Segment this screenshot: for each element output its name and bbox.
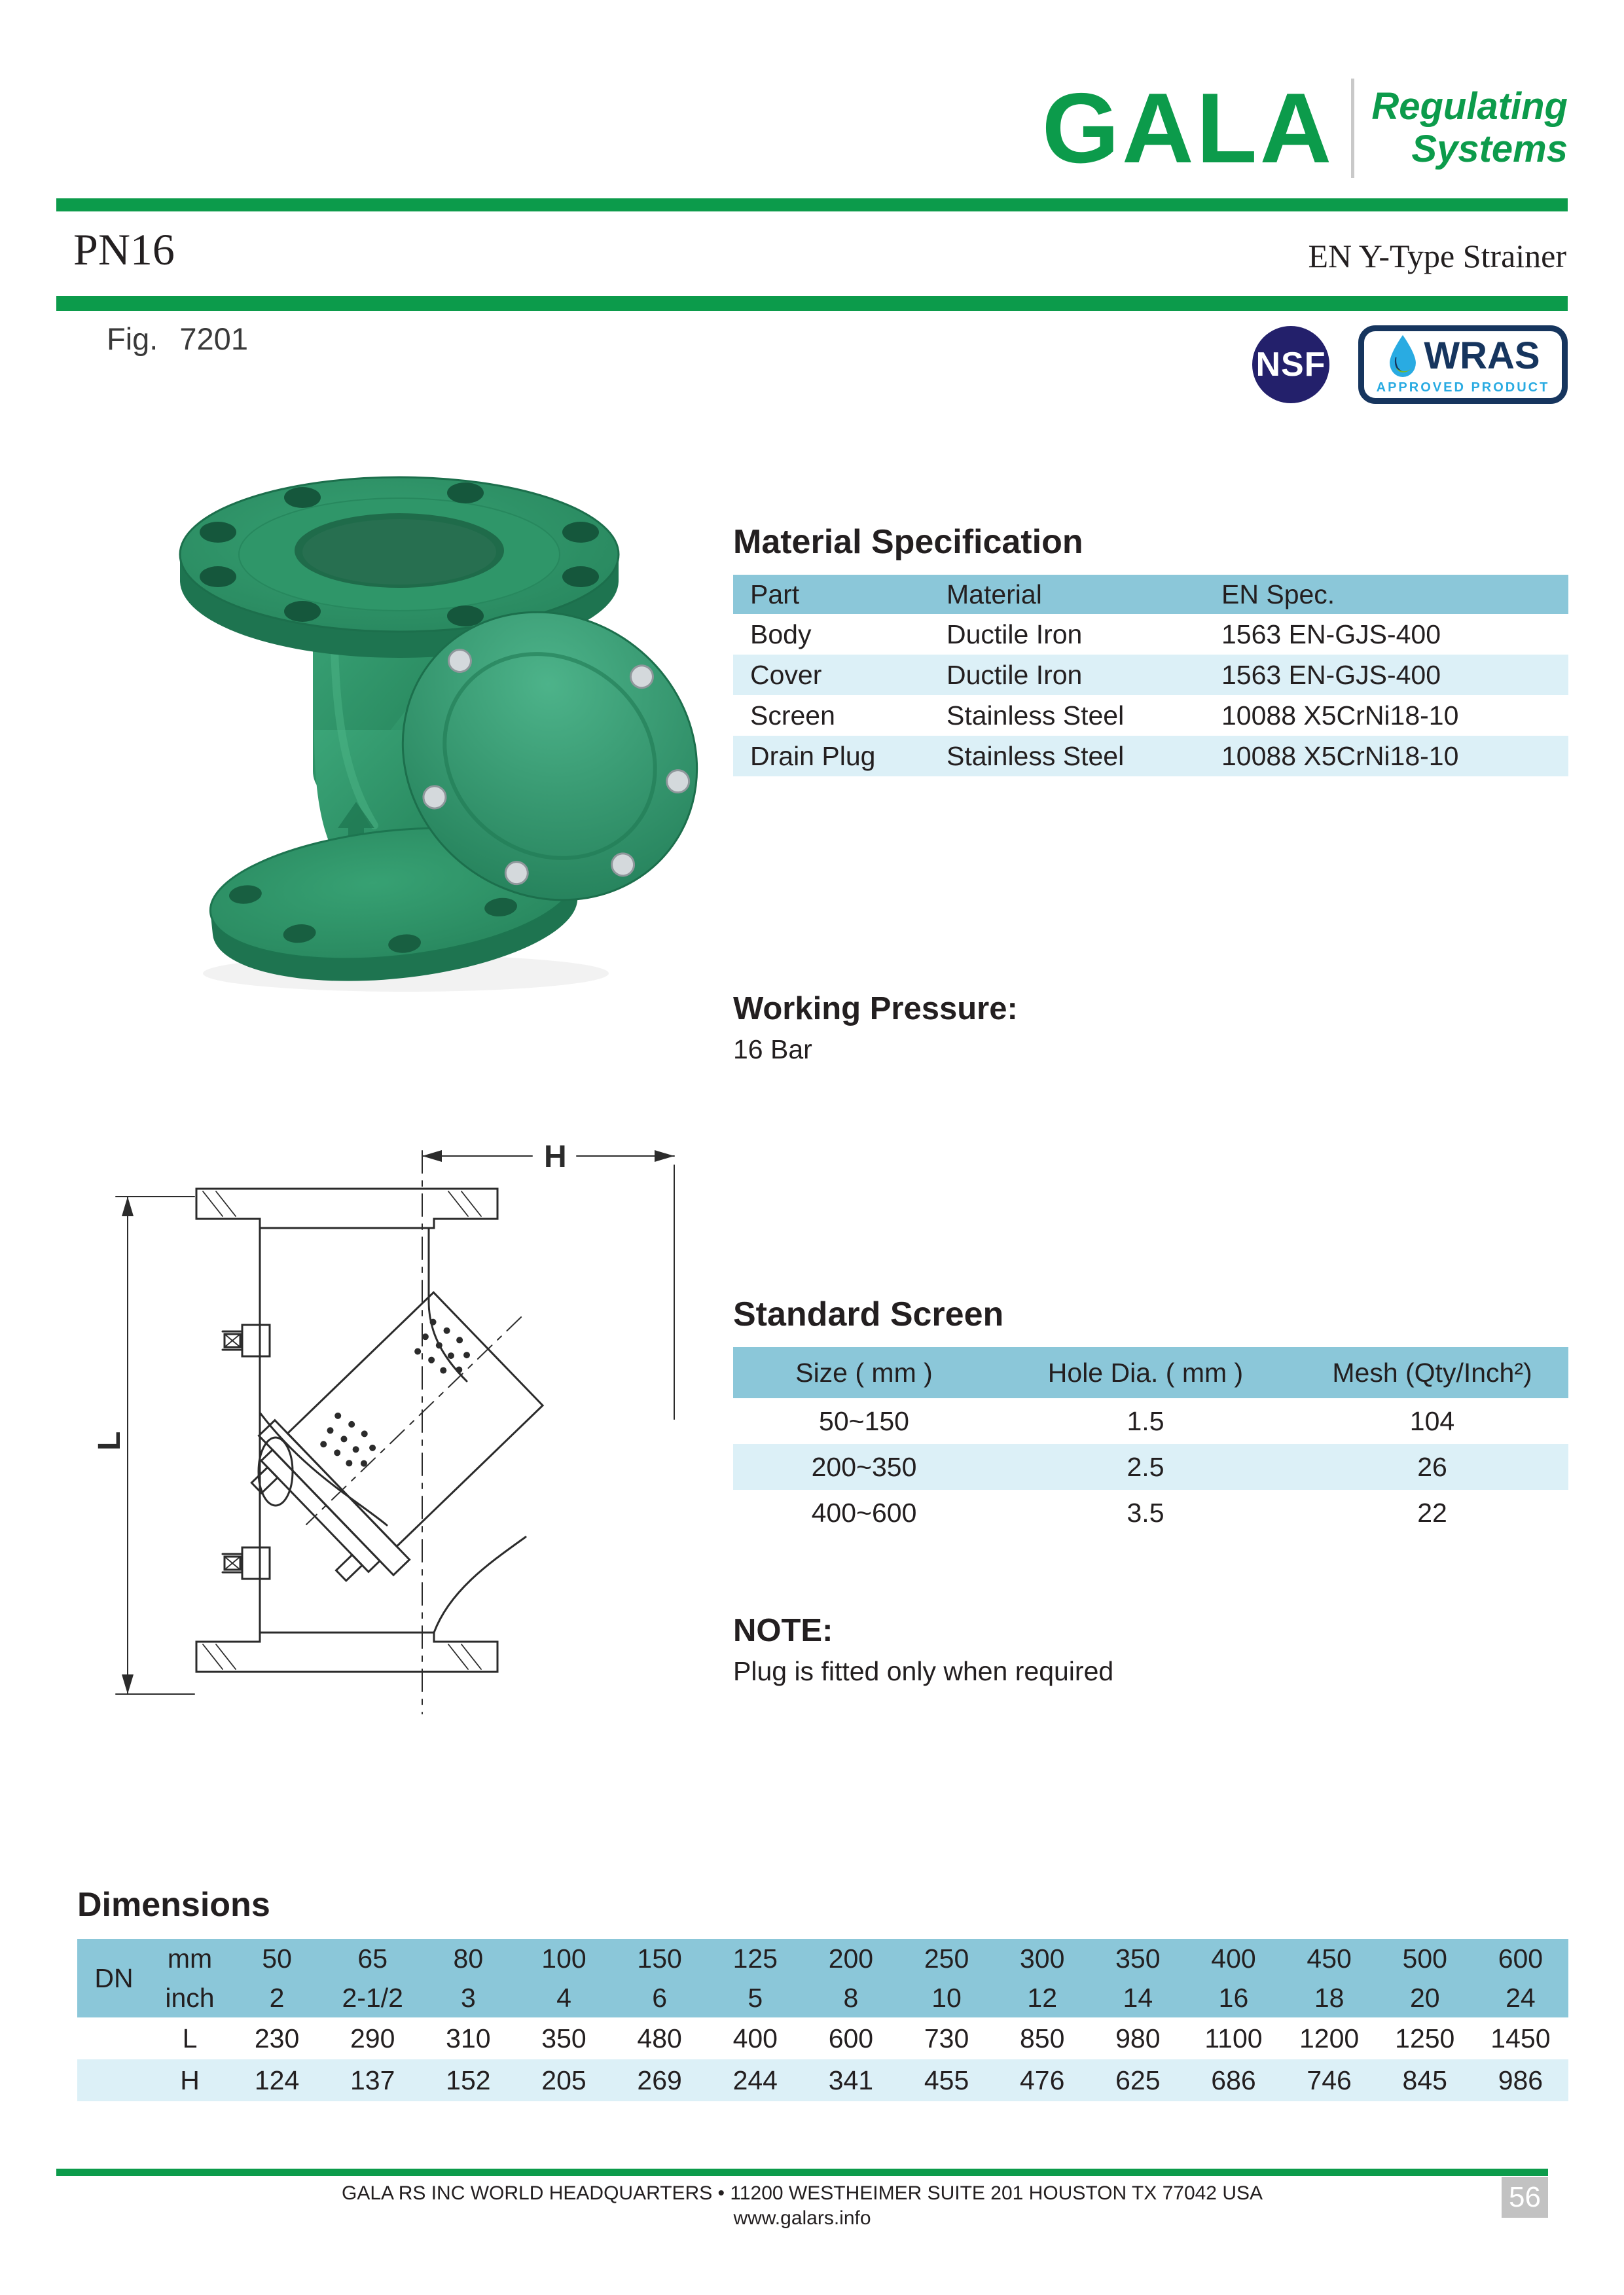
dim-h: 152 [420,2059,516,2101]
product-photo [118,429,707,1005]
dim-l: 400 [708,2017,803,2059]
dim-l: 980 [1090,2017,1185,2059]
inch-label: inch [151,1978,229,2017]
column-header: Part [733,575,929,614]
dn-mm: 125 [708,1939,803,1978]
brand-tagline [1371,86,1568,171]
cell-size: 50~150 [819,1405,909,1436]
dn-inch: 18 [1282,1978,1377,2017]
cell-en-spec: 1563 EN-GJS-400 [1221,619,1441,649]
cell-size: 400~600 [811,1497,917,1528]
standard-screen-title: Standard Screen [733,1295,1004,1333]
dim-l: 850 [994,2017,1090,2059]
dim-h: 746 [1282,2059,1377,2101]
dn-mm: 300 [994,1939,1090,1978]
dn-inch: 16 [1185,1978,1281,2017]
dimension-h-label: H [544,1140,567,1174]
dimension-l-label: L [92,1431,127,1451]
dim-h: 137 [325,2059,420,2101]
dim-l: 230 [229,2017,325,2059]
dim-l: 1250 [1377,2017,1473,2059]
table-header-row [77,1978,1568,2017]
bolt-symbol [223,1547,270,1579]
material-specification-title: Material Specification [733,523,1083,561]
certification-badges [1252,325,1568,404]
dim-h: 124 [229,2059,325,2101]
bolt-symbol [223,1325,270,1356]
dim-l: 480 [612,2017,708,2059]
dimension-l-arrow [116,1197,194,1694]
dim-h: 476 [994,2059,1090,2101]
cell-en-spec: 10088 X5CrNi18-10 [1221,700,1459,731]
table-row [733,695,1568,736]
dim-h: 269 [612,2059,708,2101]
figure-number-label: Fig. 7201 [107,321,248,356]
dn-mm: 400 [1185,1939,1281,1978]
cell-mesh: 104 [1409,1405,1455,1436]
dn-inch: 2 [229,1978,325,2017]
dn-inch: 4 [516,1978,611,2017]
cell-material: Ductile Iron [947,659,1083,690]
cell-size: 200~350 [811,1451,917,1482]
cell-hole-dia: 2.5 [1127,1451,1164,1482]
cell-part: Body [750,619,812,649]
table-row [733,1444,1568,1490]
dn-inch: 6 [612,1978,708,2017]
column-header: Material [929,575,1204,614]
note-text: Plug is fitted only when required [733,1656,1114,1686]
dn-inch: 20 [1377,1978,1473,2017]
empty-cell [77,2017,151,2059]
nsf-badge-icon [1252,326,1329,403]
table-row [733,1398,1568,1444]
cell-hole-dia: 1.5 [1127,1405,1164,1436]
dim-l: 1200 [1282,2017,1377,2059]
standard-screen-table [733,1347,1568,1536]
wras-badge-label: WRAS [1424,334,1540,377]
cell-part: Cover [750,659,822,690]
dimension-h-arrow [422,1150,674,1419]
dim-l: 1100 [1185,2017,1281,2059]
column-header: Hole Dia. ( mm ) [995,1347,1296,1398]
dn-mm: 50 [229,1939,325,1978]
nsf-badge-label: NSF [1255,346,1326,384]
cell-part: Drain Plug [750,740,876,771]
dim-l: 730 [899,2017,994,2059]
table-header-row [77,1939,1568,1978]
l-label: L [151,2017,229,2059]
material-specification-table [733,575,1568,776]
dn-label: DN [77,1939,151,2017]
empty-cell [77,2059,151,2101]
brand-logo [1042,71,1568,185]
wras-badge-sublabel: APPROVED PRODUCT [1376,380,1550,395]
dim-h: 845 [1377,2059,1473,2101]
dn-mm: 450 [1282,1939,1377,1978]
dn-mm: 100 [516,1939,611,1978]
dim-l: 290 [325,2017,420,2059]
dn-mm: 80 [420,1939,516,1978]
wras-badge [1358,325,1568,404]
dn-mm: 200 [803,1939,899,1978]
cell-part: Screen [750,700,835,731]
working-pressure-title: Working Pressure: [733,991,1018,1026]
technical-drawing [82,1105,704,1720]
cell-material: Stainless Steel [947,740,1125,771]
cell-mesh: 22 [1417,1497,1447,1528]
table-row [77,2059,1568,2101]
dn-inch: 5 [708,1978,803,2017]
dim-h: 205 [516,2059,611,2101]
dn-inch: 3 [420,1978,516,2017]
table-header-row [733,1347,1568,1398]
footer-address: GALA RS INC WORLD HEADQUARTERS • 11200 WESTHEIMER SUITE 201 HOUSTON TX 77042 USA [341,2182,1263,2204]
page-number-badge: 56 [1502,2177,1548,2218]
dn-mm: 250 [899,1939,994,1978]
dn-inch: 14 [1090,1978,1185,2017]
screen-holes [311,1313,480,1479]
dimensions-title: Dimensions [77,1886,270,1924]
cell-en-spec: 1563 EN-GJS-400 [1221,659,1441,690]
dn-mm: 500 [1377,1939,1473,1978]
dim-h: 686 [1185,2059,1281,2101]
note-title: NOTE: [733,1613,833,1648]
dimensions-table [77,1939,1568,2101]
footer-website: www.galars.info [733,2207,871,2229]
column-header: Mesh (Qty/Inch²) [1296,1347,1568,1398]
brand-tagline-line2: Systems [1411,127,1568,170]
dn-inch: 24 [1473,1978,1568,2017]
dim-l: 1450 [1473,2017,1568,2059]
table-row [733,1490,1568,1536]
dim-h: 625 [1090,2059,1185,2101]
dn-inch: 12 [994,1978,1090,2017]
dn-mm: 65 [325,1939,420,1978]
cell-material: Stainless Steel [947,700,1125,731]
dim-h: 455 [899,2059,994,2101]
table-row [733,614,1568,655]
cell-hole-dia: 3.5 [1127,1497,1164,1528]
header-rule-top [56,198,1568,211]
logo-divider [1351,79,1354,178]
dn-inch: 8 [803,1978,899,2017]
dn-inch: 2-1/2 [325,1978,420,2017]
pressure-class-label: PN16 [73,225,175,274]
mm-label: mm [151,1939,229,1978]
brand-tagline-line1: Regulating [1371,84,1568,128]
dim-h: 244 [708,2059,803,2101]
cell-en-spec: 10088 X5CrNi18-10 [1221,740,1459,771]
dn-mm: 350 [1090,1939,1185,1978]
dim-l: 310 [420,2017,516,2059]
table-row [733,736,1568,776]
dn-inch: 10 [899,1978,994,2017]
working-pressure-value: 16 Bar [733,1034,812,1064]
dim-h: 986 [1473,2059,1568,2101]
dim-l: 350 [516,2017,611,2059]
cell-mesh: 26 [1417,1451,1447,1482]
brand-logo-word: GALA [1041,72,1335,184]
water-drop-icon [1386,333,1420,379]
dn-mm: 600 [1473,1939,1568,1978]
table-header-row [733,575,1568,614]
h-label: H [151,2059,229,2101]
cell-material: Ductile Iron [947,619,1083,649]
dim-l: 600 [803,2017,899,2059]
column-header: EN Spec. [1204,575,1568,614]
dim-h: 341 [803,2059,899,2101]
column-header: Size ( mm ) [733,1347,995,1398]
footer-rule [56,2169,1548,2176]
table-row [733,655,1568,695]
table-row [77,2017,1568,2059]
dn-mm: 150 [612,1939,708,1978]
header-rule-bottom [56,296,1568,311]
product-title: EN Y-Type Strainer [1308,238,1566,274]
